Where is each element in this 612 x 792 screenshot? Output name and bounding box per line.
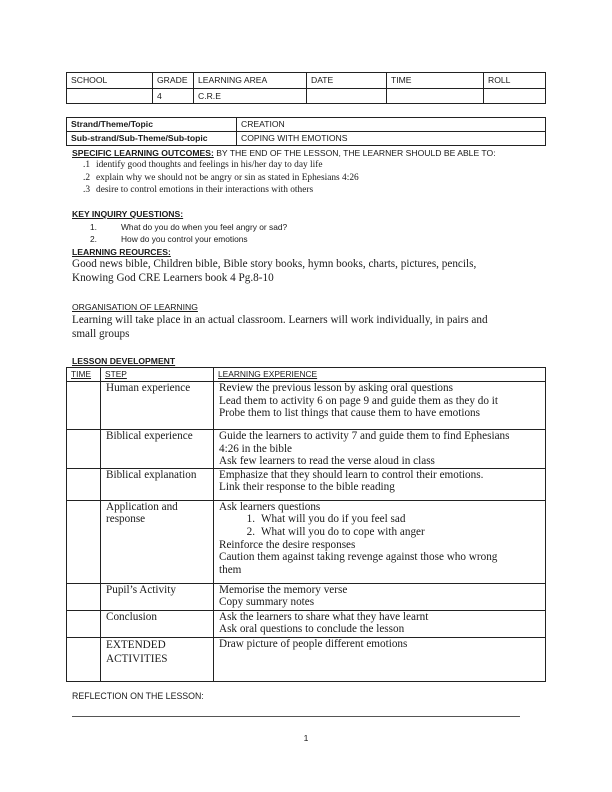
row-step: Application and response	[101, 500, 214, 583]
time-header: TIME	[387, 73, 484, 89]
row-learning-experience: Ask learners questions 1. What will you do if you feel sad 2. What will you do to cope with anger Reinforce the desire responses Caution them against taking revenge against those who wrong them	[214, 500, 546, 583]
step-column-header: STEP	[101, 368, 214, 382]
sub-strand-row	[67, 132, 546, 146]
inquiry-heading: KEY INQUIRY QUESTIONS:	[72, 209, 184, 219]
row-learning-experience: Ask the learners to share what they have learnt Ask oral questions to conclude the lesson	[214, 610, 546, 637]
table-row	[67, 637, 546, 681]
outcome-item: 1. identify good thoughts and feelings in his/her day to day life	[82, 160, 323, 170]
info-value-row	[67, 88, 546, 104]
grade-value: 4	[153, 88, 194, 104]
row-time	[67, 500, 101, 583]
sub-strand-label: Sub-strand/Sub-Theme/Sub-topic	[67, 132, 237, 146]
table-row	[67, 583, 546, 610]
organisation-heading: ORGANISATION OF LEARNING	[72, 302, 198, 312]
inquiry-list	[72, 221, 552, 245]
resources-text-line1: Good news bible, Children bible, Bible story books, hymn books, charts, pictures, pencils,	[72, 258, 477, 270]
strand-row	[67, 118, 546, 132]
inquiry-item: 1. What do you do when you feel angry or sad?	[90, 222, 288, 232]
strand-value: CREATION	[237, 118, 546, 132]
row-step: Biblical experience	[101, 430, 214, 469]
strand-table	[66, 117, 546, 146]
learning-experience-column-header: LEARNING EXPERIENCE	[214, 368, 546, 382]
reflection-writing-line	[72, 716, 520, 717]
row-time	[67, 468, 101, 500]
row-time	[67, 583, 101, 610]
question-item: 2. What will you do to cope with anger	[246, 525, 425, 538]
row-time	[67, 610, 101, 637]
inquiry-section	[72, 208, 552, 245]
table-row	[67, 468, 546, 500]
row-learning-experience: Draw picture of people different emotions	[214, 637, 546, 681]
info-header-row	[67, 73, 546, 89]
learning-outcomes-heading: SPECIFIC LEARNING OUTCOMES:	[72, 148, 214, 158]
row-step: Pupil’s Activity	[101, 583, 214, 610]
row-learning-experience: Emphasize that they should learn to control their emotions. Link their response to the bible reading	[214, 468, 546, 500]
resources-text-line2: Knowing God CRE Learners book 4 Pg.8-10	[72, 271, 274, 284]
row-time	[67, 637, 101, 681]
lesson-development-heading: LESSON DEVELOPMENT	[72, 356, 176, 366]
page-number: 1	[303, 733, 309, 743]
learning-area-value: C.R.E	[194, 88, 307, 104]
sub-strand-value: COPING WITH EMOTIONS	[237, 132, 546, 146]
organisation-text-line2: small groups	[72, 327, 130, 340]
table-row	[67, 382, 546, 430]
learning-outcomes-intro: BY THE END OF THE LESSON, THE LEARNER SHOULD BE ABLE TO:	[213, 148, 496, 158]
strand-label: Strand/Theme/Topic	[67, 118, 237, 132]
outcome-item: 2. explain why we should not be angry or sin as stated in Ephesians 4:26	[82, 172, 359, 183]
time-column-header: TIME	[67, 368, 101, 382]
resources-heading: LEARNING REOURCES:	[72, 247, 171, 257]
row-step: Biblical explanation	[101, 468, 214, 500]
date-header: DATE	[307, 73, 387, 89]
reflection-label: REFLECTION ON THE LESSON:	[72, 691, 204, 701]
learning-outcomes-header-line	[72, 146, 552, 159]
row-step: Human experience	[101, 382, 214, 430]
row-learning-experience: Review the previous lesson by asking oral questions Lead them to activity 6 on page 9 and guide them as they do it Probe them to list things that cause them to have emotions	[214, 382, 546, 430]
table-row	[67, 430, 546, 469]
row-learning-experience: Memorise the memory verse Copy summary notes	[214, 583, 546, 610]
time-value	[387, 88, 484, 104]
outcome-item: 3. desire to control emotions in their interactions with others	[82, 185, 314, 195]
school-value	[67, 88, 153, 104]
question-item: 1. What will you do if you feel sad	[246, 513, 406, 526]
lesson-development-table	[66, 367, 546, 682]
learning-outcomes-list	[72, 159, 552, 197]
date-value	[307, 88, 387, 104]
learning-outcomes-section	[72, 146, 552, 197]
inquiry-item: 2. How do you control your emotions	[90, 234, 248, 244]
organisation-text-line1: Learning will take place in an actual classroom. Learners will work individually, in pairs and	[72, 314, 488, 326]
lesson-info-table	[66, 72, 546, 104]
row-time	[67, 430, 101, 469]
row-step: EXTENDED ACTIVITIES	[101, 637, 214, 681]
table-row	[67, 500, 546, 583]
table-row	[67, 610, 546, 637]
roll-value	[484, 88, 546, 104]
grade-header: GRADE	[153, 73, 194, 89]
organisation-section	[72, 300, 552, 341]
lesson-header-row	[67, 368, 546, 382]
row-step: Conclusion	[101, 610, 214, 637]
row-time	[67, 382, 101, 430]
roll-header: ROLL	[484, 73, 546, 89]
school-header: SCHOOL	[67, 73, 153, 89]
learning-area-header: LEARNING AREA	[194, 73, 307, 89]
resources-section	[72, 246, 552, 285]
row-learning-experience: Guide the learners to activity 7 and guide them to find Ephesians 4:26 in the bible Ask few learners to read the verse aloud in class	[214, 430, 546, 469]
